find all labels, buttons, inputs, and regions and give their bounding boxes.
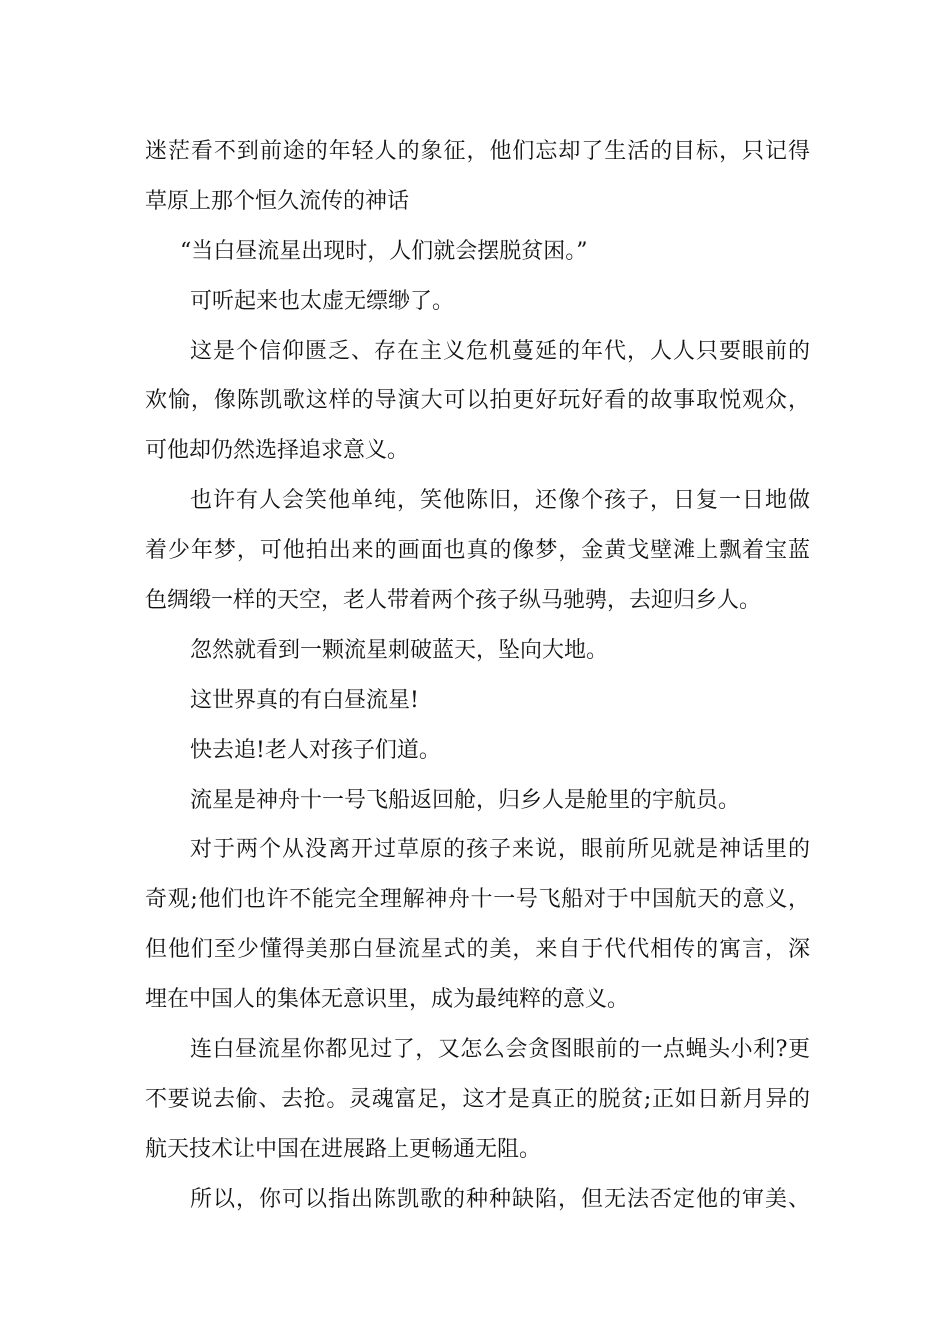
text-line: 可他却仍然选择追求意义。 xyxy=(145,438,410,463)
text-line: 草原上那个恒久流传的神话 xyxy=(145,189,410,214)
text-line: 但他们至少懂得美那白昼流星式的美，来自于代代相传的寓言，深 xyxy=(145,937,810,962)
text-line: 不要说去偷、去抢。灵魂富足，这才是真正的脱贫;正如日新月异的 xyxy=(145,1087,810,1112)
text-line: 可听起来也太虚无缥缈了。 xyxy=(190,289,455,314)
text-line: 忽然就看到一颗流星刺破蓝天，坠向大地。 xyxy=(190,638,609,663)
text-line: 埋在中国人的集体无意识里，成为最纯粹的意义。 xyxy=(145,987,630,1012)
text-line: 航天技术让中国在进展路上更畅通无阻。 xyxy=(145,1137,542,1162)
text-line: 这世界真的有白昼流星! xyxy=(190,688,419,713)
text-line: 也许有人会笑他单纯，笑他陈旧，还像个孩子，日复一日地做 xyxy=(190,488,810,513)
text-line: 着少年梦，可他拍出来的画面也真的像梦，金黄戈壁滩上飘着宝蓝 xyxy=(145,538,810,563)
text-line: 所以，你可以指出陈凯歌的种种缺陷，但无法否定他的审美、 xyxy=(190,1187,810,1212)
text-line: 流星是神舟十一号飞船返回舱，归乡人是舱里的宇航员。 xyxy=(190,788,741,813)
text-line: 迷茫看不到前途的年轻人的象征，他们忘却了生活的目标，只记得 xyxy=(145,139,810,164)
text-line: 奇观;他们也许不能完全理解神舟十一号飞船对于中国航天的意义， xyxy=(145,887,810,912)
text-line: 欢愉，像陈凯歌这样的导演大可以拍更好玩好看的故事取悦观众， xyxy=(145,388,810,413)
text-line: 这是个信仰匮乏、存在主义危机蔓延的年代，人人只要眼前的 xyxy=(190,339,810,364)
text-line: 色绸缎一样的天空，老人带着两个孩子纵马驰骋，去迎归乡人。 xyxy=(145,588,762,613)
text-line: 连白昼流星你都见过了，又怎么会贪图眼前的一点蝇头小利?更 xyxy=(190,1037,810,1062)
text-line: 快去追!老人对孩子们道。 xyxy=(190,738,441,763)
text-line: 对于两个从没离开过草原的孩子来说，眼前所见就是神话里的 xyxy=(190,837,810,862)
text-line: “当白昼流星出现时，人们就会摆脱贫困。” xyxy=(180,239,588,264)
